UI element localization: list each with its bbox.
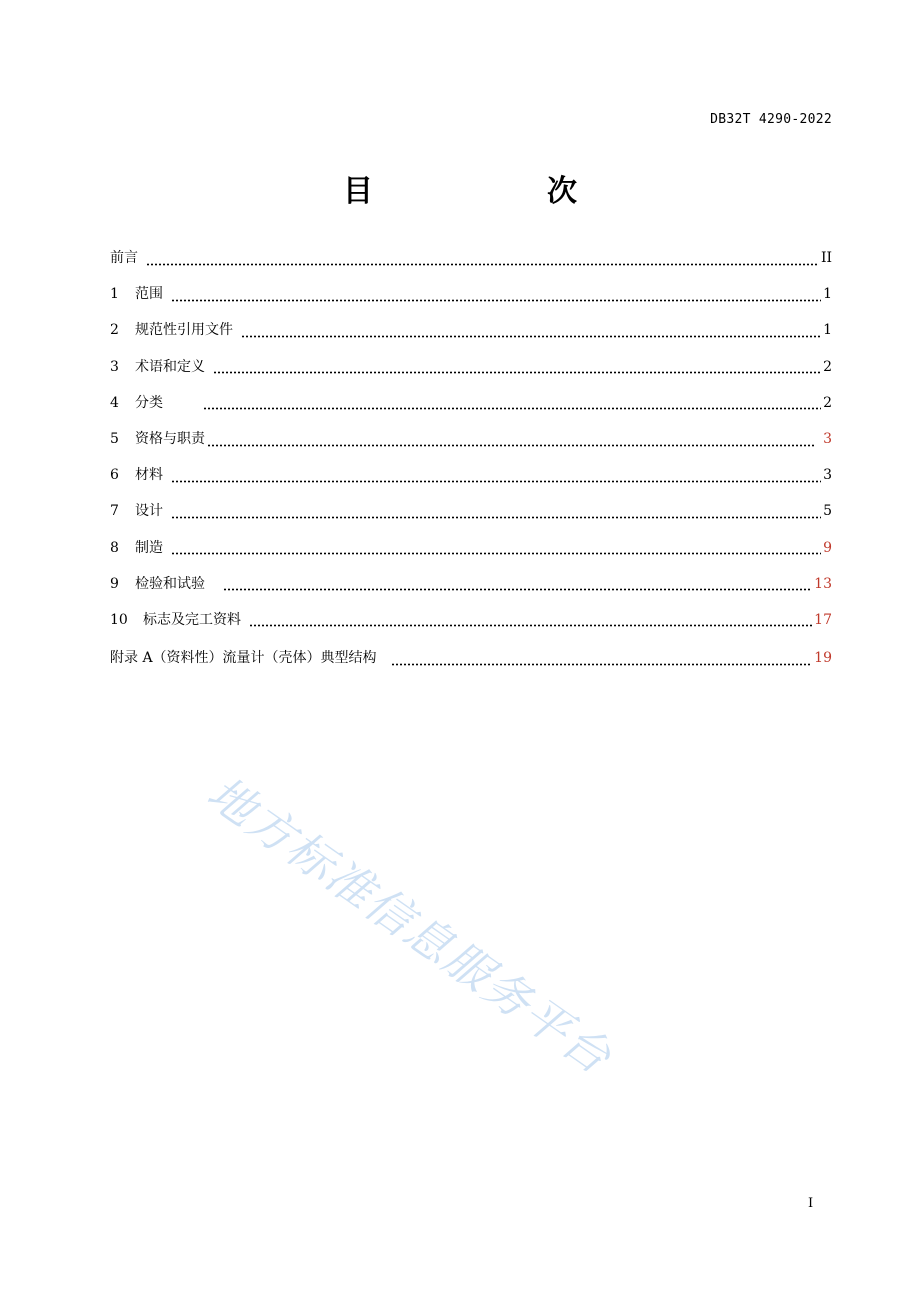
toc-entry-number: 4 [110,394,119,411]
dot-leader [213,371,821,374]
dot-leader [171,516,821,519]
toc-entry-qualification[interactable] [110,427,832,463]
toc-entry-page: 19 [814,650,832,667]
page-number: I [808,1196,814,1211]
toc-entry-materials[interactable] [110,463,832,499]
toc-entry-label: 资格与职责 [135,430,205,447]
toc-entry-classification[interactable] [110,391,832,427]
toc-entry-page: II [820,250,832,266]
dot-leader [171,299,821,302]
toc-entry-label: 分类 [135,394,163,411]
toc-entry-number: 9 [110,575,119,592]
dot-leader [171,552,821,555]
toc-entry-page: 13 [814,575,832,592]
toc-entry-label: 附录 A（资料性）流量计（壳体）典型结构 [110,650,377,667]
toc-entry-number: 5 [110,430,119,447]
toc-entry-label: 标志及完工资料 [143,611,241,628]
dot-leader [146,263,819,266]
toc-entry-terms[interactable] [110,355,832,391]
toc-entry-marking[interactable] [110,608,832,644]
toc-entry-number: 1 [110,286,119,303]
toc-entry-foreword[interactable] [110,246,832,282]
toc-entry-number: 7 [110,503,119,520]
toc-entry-page: 2 [823,394,832,411]
toc-entry-design[interactable] [110,499,832,535]
toc-entry-number: 2 [110,322,119,339]
toc-entry-label: 术语和定义 [135,358,205,375]
toc-entry-page: 1 [823,322,832,339]
toc-entry-page: 2 [823,358,832,375]
toc-entry-number: 10 [110,611,128,628]
toc-title: 目 次 [343,174,649,209]
toc-entry-label: 材料 [135,467,163,484]
toc-entry-number: 3 [110,358,119,375]
toc-entry-page: 9 [823,539,832,556]
toc-entry-manufacturing[interactable] [110,536,832,572]
table-of-contents [110,246,832,682]
toc-entry-label: 检验和试验 [135,575,205,592]
toc-entry-page: 5 [823,503,832,520]
toc-entry-number: 8 [110,539,119,556]
toc-entry-scope[interactable] [110,282,832,318]
toc-entry-number: 6 [110,467,119,484]
watermark-text: 地方标准信息服务平台 [197,765,623,1085]
dot-leader [203,407,821,410]
dot-leader [241,335,821,338]
toc-entry-page: 17 [814,611,832,628]
toc-entry-inspection[interactable] [110,572,832,608]
toc-entry-appendix-a[interactable] [110,646,832,682]
toc-entry-label: 前言 [110,250,138,266]
toc-entry-label: 范围 [135,286,163,303]
document-code: DB32T 4290-2022 [710,112,832,127]
dot-leader [249,624,812,627]
toc-entry-page: 3 [823,467,832,484]
toc-entry-page: 1 [823,286,832,303]
dot-leader [223,588,812,591]
toc-entry-page: 3 [823,430,832,447]
toc-entry-label: 制造 [135,539,163,556]
toc-entry-normative-references[interactable] [110,318,832,354]
dot-leader [207,444,815,447]
dot-leader [171,480,821,483]
toc-entry-label: 设计 [135,503,163,520]
toc-entry-label: 规范性引用文件 [135,322,233,339]
dot-leader [391,663,813,666]
